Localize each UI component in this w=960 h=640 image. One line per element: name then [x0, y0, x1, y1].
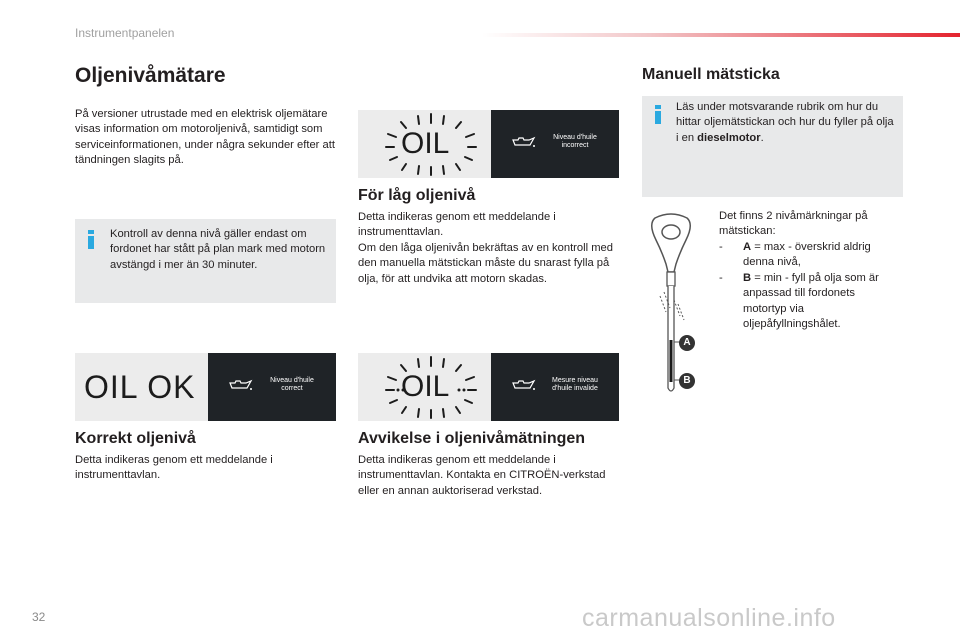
- display-big-text: OIL: [401, 370, 450, 403]
- mark-letter: B: [743, 271, 752, 284]
- display-oil-fault: [358, 353, 619, 421]
- display-message: Niveau d'huile incorrect: [553, 134, 597, 149]
- mark-item-b: [719, 271, 894, 333]
- display-oil-ok: [75, 353, 336, 421]
- watermark: carmanualsonline.info: [582, 604, 836, 632]
- list-dash: -: [719, 241, 723, 253]
- section-title: Instrumentpanelen: [75, 26, 175, 40]
- heading-manual-dipstick: Manuell mätsticka: [642, 66, 780, 83]
- text-measurement-fault: Detta indikeras genom ett meddelande i instrumenttavlan. Kontakta en CITROËN-verkstad eller en annan auktoriserad verkstad.: [358, 454, 606, 497]
- page-number: 32: [32, 610, 46, 624]
- text-low-level: Detta indikeras genom ett meddelande i instrumenttavlan. Om den låga oljenivån bekräftas av en kontroll med den manuella mätstickan måste du snarast fylla på olja, för att undvika att motorn skadas.: [358, 211, 613, 285]
- text-correct-level: Detta indikeras genom ett meddelande i instrumenttavlan.: [75, 454, 273, 482]
- display-big-text: OIL: [401, 127, 450, 160]
- display-oil-low: [358, 110, 619, 178]
- dipstick-label-b: B: [679, 373, 695, 389]
- mark-text: = max - överskrid aldrig denna nivå,: [743, 241, 871, 269]
- heading-correct-level: Korrekt oljenivå: [75, 430, 196, 447]
- marks-intro: Det finns 2 nivåmärkningar på mätstickan:: [719, 210, 868, 238]
- heading-low-level: För låg oljenivå: [358, 187, 476, 204]
- oil-can-icon: [510, 135, 536, 149]
- display-big-text: OIL OK: [84, 369, 196, 405]
- oil-can-icon: [510, 378, 536, 392]
- intro-paragraph: På versioner utrustade med en elektrisk oljemätare visas information om motoroljenivå, samtidigt som serviceinformationen, under några sekunder efter att tändningen slagits på.: [75, 108, 335, 167]
- oil-can-icon: [227, 378, 253, 392]
- mark-letter: A: [743, 241, 752, 253]
- info-text-part: Läs under motsvarande rubrik om hur du hittar oljemätstickan och hur du fyller på olja i en: [676, 101, 894, 144]
- mark-text: = min - fyll på olja som är anpassad till fordonets motortyp via oljepåfyllningshålet.: [743, 271, 879, 331]
- info-text-right: [676, 100, 898, 146]
- dipstick-illustration: [636, 212, 706, 402]
- info-text-left: Kontroll av denna nivå gäller endast om fordonet har stått på plan mark med motorn avstängd i mer än 30 minuter.: [110, 228, 326, 271]
- marks-list: [719, 240, 894, 332]
- list-dash: -: [719, 271, 723, 284]
- page-title: Oljenivåmätare: [75, 64, 226, 87]
- dipstick-label-a: A: [679, 335, 695, 351]
- heading-measurement-fault: Avvikelse i oljenivåmätningen: [358, 430, 586, 447]
- info-box-right: [642, 96, 903, 197]
- info-box-left: [75, 219, 336, 303]
- mark-item-a: [719, 240, 894, 271]
- info-text-bold: dieselmotor: [697, 131, 761, 144]
- info-text-end: .: [760, 131, 764, 144]
- header-accent-line: [482, 33, 960, 37]
- display-message: Niveau d'huile correct: [270, 377, 314, 392]
- display-message: Mesure niveau d'huile invalide: [552, 377, 598, 392]
